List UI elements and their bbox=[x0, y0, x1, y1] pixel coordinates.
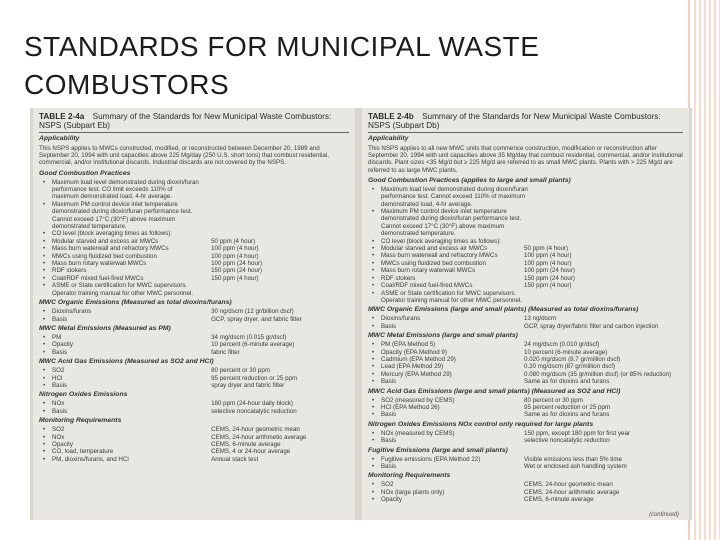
bullet-icon: • bbox=[372, 185, 375, 193]
table-row bbox=[33, 341, 355, 348]
row-label: Maximum load level demonstrated during dioxin/furan performance test. CO limit exceeds 110% of maximum demonstrated load, 4-hr average. bbox=[52, 178, 199, 201]
table-caption-text: Summary of the Standards for New Municipal Waste Combustors: NSPS (Subpart Db) bbox=[368, 112, 661, 130]
row-label: Cadmium (EPA Method 29) bbox=[381, 355, 456, 363]
row-value: 100 ppm (4 hour) bbox=[524, 252, 572, 260]
row-label: ASME or State certification for MWC supervisors. Operator training manual for other MWC personnel. bbox=[52, 282, 194, 297]
table-row bbox=[362, 245, 689, 252]
table-caption bbox=[33, 108, 355, 132]
section-heading: MWC Organic Emissions (large and small plants) (Measured as total dioxins/furans) bbox=[368, 306, 639, 314]
row-label: Modular starved and excess air MWCs bbox=[381, 245, 488, 253]
bullet-icon: • bbox=[372, 403, 375, 411]
row-label: Modular starved and excess air MWCs bbox=[52, 237, 159, 245]
table-row bbox=[362, 238, 689, 245]
row-value: Annual stack test bbox=[211, 455, 259, 463]
bullet-icon: • bbox=[43, 426, 46, 434]
bullet-icon: • bbox=[372, 259, 375, 267]
row-value bbox=[532, 238, 683, 245]
table-row bbox=[33, 367, 355, 374]
bullet-icon: • bbox=[43, 252, 46, 260]
row-value: 95 percent reduction or 25 ppm bbox=[211, 374, 298, 382]
row-value: fabric filter bbox=[211, 348, 240, 356]
bullet-icon: • bbox=[372, 348, 375, 356]
row-value: CEMS, 24-hour geometric mean bbox=[524, 481, 613, 489]
row-value: 24 mg/dscm (0.010 gr/dscf) bbox=[524, 341, 600, 349]
section-heading: MWC Metal Emissions (Measured as PM) bbox=[39, 324, 171, 332]
row-label: Mass burn waterwall and refractory MWCs bbox=[52, 245, 169, 253]
bullet-icon: • bbox=[372, 237, 375, 245]
bullet-icon: • bbox=[372, 208, 375, 216]
row-label: Maximum PM control device inlet temperature demonstrated during dioxin/furan performance test. Cannot exceed 17°C (30°F) above maximum demonstrated temperature. bbox=[381, 208, 522, 238]
table-row bbox=[362, 252, 689, 259]
table-row bbox=[33, 400, 355, 407]
bullet-icon: • bbox=[372, 274, 375, 282]
row-value: Same as for dioxins and furans bbox=[524, 378, 610, 386]
row-label: Mercury (EPA Method 29) bbox=[381, 370, 452, 378]
row-value: GCP, spray dryer/fabric filter and carbon injection bbox=[524, 322, 659, 330]
table-row bbox=[362, 456, 689, 463]
row-label: Basis bbox=[381, 378, 397, 386]
row-label: Mass burn waterwall and refractory MWCs bbox=[381, 252, 498, 260]
row-value: Wet or enclosed ash handling system bbox=[524, 463, 627, 470]
table-row bbox=[362, 437, 689, 444]
row-value: 95 percent reduction or 25 ppm bbox=[524, 403, 611, 411]
row-value: CEMS, 24-hour arithmetic average bbox=[524, 488, 620, 496]
bullet-icon: • bbox=[43, 178, 46, 186]
table-row bbox=[33, 179, 355, 201]
bullet-icon: • bbox=[43, 245, 46, 253]
bullet-icon: • bbox=[372, 322, 375, 330]
row-value: CEMS, 24-hour geometric mean bbox=[211, 426, 300, 434]
table-row bbox=[362, 363, 689, 370]
row-value: 0.020 mg/dscm (8.7 gr/million dscf) bbox=[524, 355, 621, 363]
table-row bbox=[33, 275, 355, 282]
row-value: CEMS, 6-minute average bbox=[211, 440, 281, 448]
bullet-icon: • bbox=[372, 282, 375, 290]
row-value bbox=[201, 179, 350, 201]
table-row bbox=[362, 378, 689, 385]
row-value bbox=[532, 290, 683, 305]
table-row bbox=[362, 282, 689, 289]
section-heading: Fugitive Emissions (large and small plants) bbox=[368, 446, 508, 454]
bullet-icon: • bbox=[372, 455, 375, 463]
table-row bbox=[33, 434, 355, 441]
bullet-icon: • bbox=[372, 315, 375, 323]
row-label: Basis bbox=[52, 381, 68, 389]
bullet-icon: • bbox=[43, 237, 46, 245]
table-row bbox=[362, 290, 689, 305]
row-value: selective noncatalytic reduction bbox=[211, 407, 297, 415]
row-value: 0.20 mg/dscm (87 gr/million dscf) bbox=[524, 363, 616, 371]
table-row bbox=[362, 371, 689, 378]
bullet-icon: • bbox=[372, 245, 375, 253]
row-value: CEMS, 4 or 24-hour average bbox=[211, 448, 291, 456]
bullet-icon: • bbox=[43, 274, 46, 282]
table-row bbox=[362, 315, 689, 322]
row-label: NOx bbox=[52, 433, 65, 441]
bullet-icon: • bbox=[372, 437, 375, 445]
table-row bbox=[362, 186, 689, 208]
row-label: Coal/RDF mixed fuel-fired MWCs bbox=[52, 274, 144, 282]
table-row bbox=[362, 356, 689, 363]
row-value: 100 ppm (4 hour) bbox=[211, 252, 259, 260]
table-row bbox=[362, 430, 689, 437]
row-label: PM (EPA Method 5) bbox=[381, 341, 436, 349]
row-label: Lead (EPA Method 29) bbox=[381, 363, 444, 371]
bullet-icon: • bbox=[372, 267, 375, 275]
bullet-icon: • bbox=[372, 463, 375, 470]
row-value bbox=[201, 282, 350, 297]
row-label: Maximum load level demonstrated during dioxin/furan performance test. Cannot exceed 110% of maximum demonstrated load, 4-hr average. bbox=[381, 185, 528, 208]
table-body bbox=[362, 133, 689, 504]
table-row bbox=[362, 404, 689, 411]
row-label: NOx (measured by CEMS) bbox=[381, 429, 455, 437]
table-row bbox=[33, 267, 355, 274]
row-label: Mass burn rotary waterwall MWCs bbox=[381, 267, 476, 275]
row-label: CO level (block averaging times as follows): bbox=[381, 237, 502, 245]
table-row bbox=[362, 260, 689, 267]
bullet-icon: • bbox=[43, 230, 46, 238]
bullet-icon: • bbox=[372, 341, 375, 349]
table-row bbox=[362, 275, 689, 282]
row-value: 100 ppm (4 hour) bbox=[524, 259, 572, 267]
row-value: 100 ppm (24 hour) bbox=[524, 267, 575, 275]
row-value: 0.080 mg/dscm (35 gr/million dscf) (or 85% reduction) bbox=[524, 370, 672, 378]
decorative-border bbox=[694, 0, 720, 540]
row-value: Same as for dioxins and furans bbox=[524, 411, 610, 419]
row-value: 50 ppm (4 hour) bbox=[211, 237, 256, 245]
row-label: MWCs using fluidized bed combustion bbox=[52, 252, 157, 260]
row-value: 80 percent or 30 ppm bbox=[211, 367, 270, 375]
bullet-icon: • bbox=[372, 289, 375, 297]
table-row bbox=[362, 411, 689, 418]
row-label: RDF stokers bbox=[52, 267, 87, 275]
section-heading: Nitrogen Oxides Emissions bbox=[39, 391, 128, 399]
table-2-4b bbox=[362, 108, 689, 520]
table-row bbox=[33, 349, 355, 356]
table-row bbox=[362, 208, 689, 238]
row-value: spray dryer and fabric filter bbox=[211, 381, 285, 389]
bullet-icon: • bbox=[372, 252, 375, 260]
row-value: 150 ppm (24 hour) bbox=[524, 274, 575, 282]
row-label: NOx bbox=[52, 400, 65, 408]
table-body bbox=[33, 133, 355, 463]
scanned-table-image bbox=[30, 108, 692, 520]
section-heading: Applicability bbox=[39, 135, 80, 142]
row-label: HCl (EPA Method 26) bbox=[381, 403, 440, 411]
table-row bbox=[33, 426, 355, 433]
bullet-icon: • bbox=[43, 400, 46, 408]
bullet-icon: • bbox=[372, 355, 375, 363]
bullet-icon: • bbox=[43, 341, 46, 349]
row-label: PM, dioxins/furans, and HCl bbox=[52, 455, 129, 463]
row-value: CEMS, 24-hour arithmetic average bbox=[211, 433, 307, 441]
row-label: NOx (large plants only) bbox=[381, 488, 445, 496]
bullet-icon: • bbox=[43, 374, 46, 382]
table-row bbox=[362, 489, 689, 496]
table-number: TABLE 2-4b bbox=[368, 112, 414, 121]
bullet-icon: • bbox=[43, 433, 46, 441]
table-2-4a bbox=[33, 108, 355, 520]
table-row bbox=[33, 245, 355, 252]
section-heading: Monitoring Requirements bbox=[368, 472, 451, 480]
table-row bbox=[33, 230, 355, 237]
table-row bbox=[362, 397, 689, 404]
row-label: Mass burn rotary waterwall MWCs bbox=[52, 260, 147, 268]
row-label: Dioxins/furans bbox=[52, 308, 92, 316]
row-value: 13 ng/dscm bbox=[524, 315, 557, 323]
row-label: CO level (block averaging times as follows): bbox=[52, 230, 173, 238]
row-value: GCP, spray dryer, and fabric filter bbox=[211, 315, 302, 323]
row-label: ASME or State certification for MWC supervisors. Operator training manual for other MWC personnel. bbox=[381, 289, 523, 304]
row-label: Basis bbox=[381, 411, 397, 419]
row-label: CO, load, temperature bbox=[52, 448, 114, 456]
section-heading: Applicability bbox=[368, 135, 409, 142]
table-row bbox=[362, 496, 689, 503]
row-value: CEMS, 6-minute average bbox=[524, 496, 594, 504]
section-heading: Monitoring Requirements bbox=[39, 417, 122, 425]
row-label: Basis bbox=[52, 348, 68, 356]
bullet-icon: • bbox=[43, 200, 46, 208]
row-label: Opacity bbox=[381, 496, 402, 504]
row-label: Opacity bbox=[52, 440, 73, 448]
row-label: Basis bbox=[52, 407, 68, 415]
bullet-icon: • bbox=[372, 370, 375, 378]
row-value: 180 ppm (24-hour daily block) bbox=[211, 400, 293, 408]
bullet-icon: • bbox=[372, 411, 375, 419]
bullet-icon: • bbox=[372, 496, 375, 504]
row-label: SO2 bbox=[52, 367, 65, 375]
row-label: Basis bbox=[381, 322, 397, 330]
table-row bbox=[33, 382, 355, 389]
row-value bbox=[532, 208, 683, 238]
section-heading: Nitrogen Oxides Emissions NOx control only required for large plants bbox=[368, 420, 594, 428]
table-row bbox=[33, 456, 355, 463]
row-label: SO2 bbox=[381, 481, 394, 489]
row-label: Maximum PM control device inlet temperature demonstrated during dioxin/furan performance test. Cannot exceed 17°C (30°F) above maximum demonstrated temperature. bbox=[52, 200, 193, 231]
continued-note: (continued) bbox=[648, 512, 679, 518]
section-heading: Good Combustion Practices (applies to large and small plants) bbox=[368, 176, 571, 184]
row-value bbox=[201, 230, 350, 237]
bullet-icon: • bbox=[43, 440, 46, 448]
row-value: 150 ppm (24 hour) bbox=[211, 267, 263, 275]
bullet-icon: • bbox=[372, 363, 375, 371]
table-row bbox=[33, 375, 355, 382]
table-row bbox=[33, 253, 355, 260]
section-heading: MWC Acid Gas Emissions (Measured as SO2 and HCl) bbox=[39, 358, 214, 366]
bullet-icon: • bbox=[43, 282, 46, 290]
table-row bbox=[362, 341, 689, 348]
section-heading: MWC Organic Emissions (Measured as total dioxins/furans) bbox=[39, 299, 232, 307]
row-value: selective noncatalytic reduction bbox=[524, 437, 610, 445]
row-label: RDF stokers bbox=[381, 274, 416, 282]
row-value: Visible emissions less than 5% time bbox=[524, 455, 622, 463]
section-paragraph: This NSPS applies to MWCs constructed, modified, or reconstructed between December 20, 1989 and September 20, 1994 with unit capacities above 225 Mg/day (250 U.S. short tons) that combust residential, commercial, and/or institutional discards. Industrial discards are not covered by the NSPS. bbox=[39, 145, 329, 167]
slide-title: STANDARDS FOR MUNICIPAL WASTE COMBUSTORS bbox=[24, 31, 540, 100]
row-value: 34 mg/dscm (0.015 gr/dscf) bbox=[211, 333, 287, 341]
table-row bbox=[362, 481, 689, 488]
row-value: 150 ppm (4 hour) bbox=[524, 282, 572, 290]
row-value bbox=[201, 201, 350, 231]
bullet-icon: • bbox=[43, 333, 46, 341]
bullet-icon: • bbox=[372, 378, 375, 386]
table-row bbox=[362, 267, 689, 274]
row-label: Coal/RDF mixed fuel-fired MWCs bbox=[381, 282, 473, 290]
table-row bbox=[33, 408, 355, 415]
row-label: Dioxins/furans bbox=[381, 315, 421, 323]
bullet-icon: • bbox=[372, 396, 375, 404]
bullet-icon: • bbox=[43, 348, 46, 356]
table-row bbox=[33, 308, 355, 315]
table-row bbox=[33, 334, 355, 341]
row-label: Basis bbox=[381, 437, 397, 445]
row-value: 100 ppm (4 hour) bbox=[211, 245, 259, 253]
bullet-icon: • bbox=[372, 488, 375, 496]
table-row bbox=[33, 238, 355, 245]
bullet-icon: • bbox=[43, 315, 46, 323]
bullet-icon: • bbox=[43, 448, 46, 456]
row-label: SO2 bbox=[52, 426, 65, 434]
bullet-icon: • bbox=[43, 407, 46, 415]
table-caption bbox=[362, 108, 689, 132]
section-heading: MWC Metal Emissions (large and small plants) bbox=[368, 332, 518, 340]
row-value bbox=[532, 186, 683, 208]
row-label: Basis bbox=[52, 315, 68, 323]
row-value: 50 ppm (4 hour) bbox=[524, 245, 569, 253]
row-label: Basis bbox=[381, 463, 397, 470]
table-row bbox=[362, 323, 689, 330]
table-caption-text: Summary of the Standards for New Municipal Waste Combustors: NSPS (Subpart Eb) bbox=[39, 112, 332, 130]
row-label: HCl bbox=[52, 374, 63, 382]
section-heading: MWC Acid Gas Emissions (large and small plants) (Measured as SO2 and HCl) bbox=[368, 387, 621, 395]
bullet-icon: • bbox=[372, 481, 375, 489]
section-paragraph: This NSPS applies to all new MWC units that commence construction, modification or reconstruction after September 20, 1994 with unit capacities above 35 Mg/day that combust residential, commercial, and/or institutional discards. Plant sizes <35 Mg/d but ≥ 225 Mg/d are referred to as small MWC plants. Plants with > 225 Mg/d are referred to as large MWC plants. bbox=[368, 145, 683, 174]
bullet-icon: • bbox=[43, 260, 46, 268]
bullet-icon: • bbox=[43, 367, 46, 375]
row-label: MWCs using fluidized bed combustion bbox=[381, 259, 486, 267]
bullet-icon: • bbox=[43, 267, 46, 275]
row-value: 10 percent (6-minute average) bbox=[211, 341, 295, 349]
table-row bbox=[33, 448, 355, 455]
table-row bbox=[33, 201, 355, 231]
row-label: PM bbox=[52, 333, 62, 341]
table-row bbox=[33, 260, 355, 267]
row-label: Opacity (EPA Method 9) bbox=[381, 348, 447, 356]
table-row bbox=[362, 463, 689, 470]
row-label: SO2 (measured by CEMS) bbox=[381, 396, 455, 404]
row-label: Opacity bbox=[52, 341, 73, 349]
bullet-icon: • bbox=[372, 429, 375, 437]
row-value: 100 ppm (24 hour) bbox=[211, 260, 263, 268]
table-row bbox=[362, 349, 689, 356]
row-value: 10 percent (6-minute average) bbox=[524, 348, 608, 356]
row-value: 80 percent or 30 ppm bbox=[524, 396, 583, 404]
table-row bbox=[33, 316, 355, 323]
bullet-icon: • bbox=[43, 381, 46, 389]
section-heading: Good Combustion Practices bbox=[39, 169, 131, 177]
table-number: TABLE 2-4a bbox=[39, 112, 85, 121]
table-row bbox=[33, 441, 355, 448]
row-value: 30 ng/dscm (12 gr/billion dscf) bbox=[211, 308, 294, 316]
table-row bbox=[33, 282, 355, 297]
row-value: 150 ppm (4 hour) bbox=[211, 274, 259, 282]
row-value: 150 ppm, except 180 ppm for first year bbox=[524, 429, 630, 437]
row-label: Fugitive emissions (EPA Method 22) bbox=[381, 455, 481, 463]
bullet-icon: • bbox=[43, 308, 46, 316]
bullet-icon: • bbox=[43, 455, 46, 463]
